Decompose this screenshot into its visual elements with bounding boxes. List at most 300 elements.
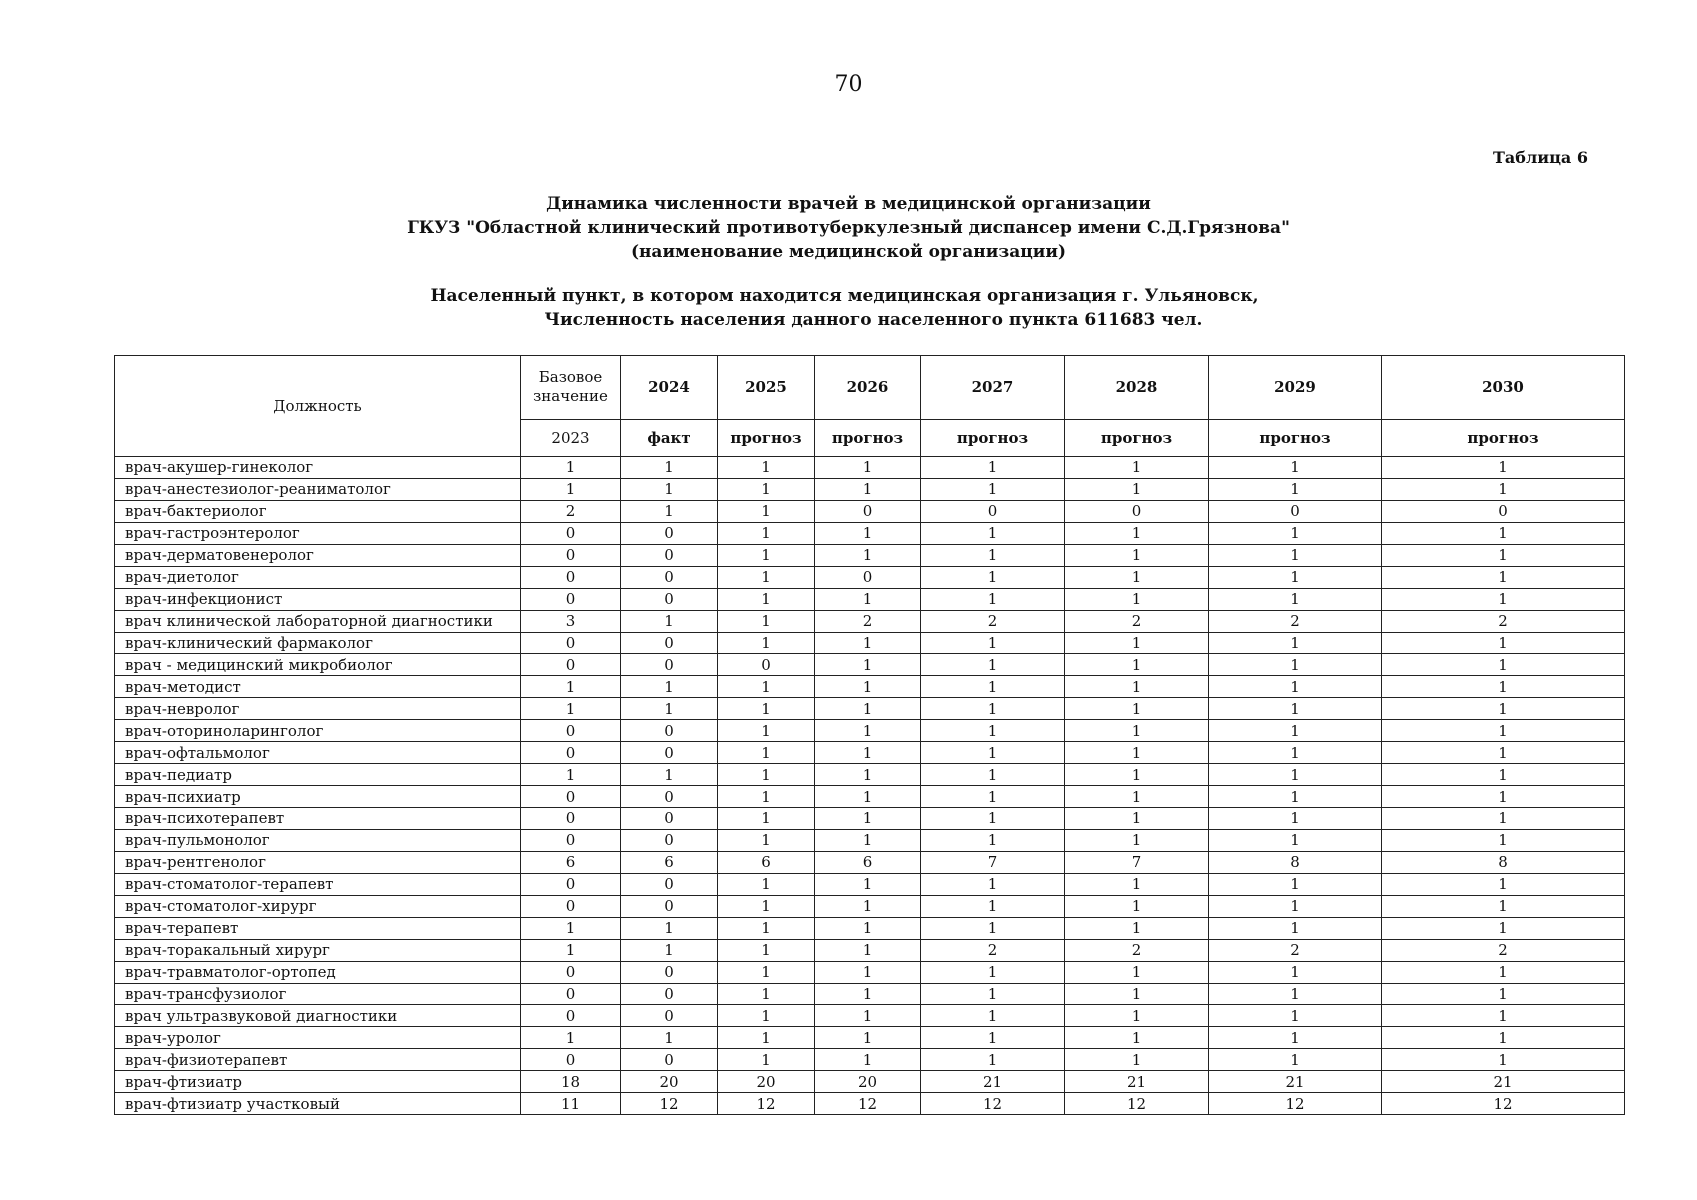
position-cell: врач-инфекционист <box>115 588 521 610</box>
position-cell: врач-терапевт <box>115 917 521 939</box>
value-cell: 2 <box>921 610 1065 632</box>
value-cell: 1 <box>1065 1005 1209 1027</box>
value-cell: 12 <box>621 1093 718 1115</box>
position-cell: врач-методист <box>115 676 521 698</box>
value-cell: 1 <box>815 917 921 939</box>
value-cell: 1 <box>1209 742 1382 764</box>
value-cell: 0 <box>521 1005 621 1027</box>
value-cell: 0 <box>621 588 718 610</box>
value-cell: 7 <box>1065 851 1209 873</box>
position-cell: врач клинической лабораторной диагностики <box>115 610 521 632</box>
value-cell: 1 <box>921 544 1065 566</box>
value-cell: 2 <box>521 500 621 522</box>
table-row <box>115 522 1625 544</box>
value-cell: 1 <box>815 698 921 720</box>
value-cell: 1 <box>921 478 1065 500</box>
value-cell: 0 <box>815 500 921 522</box>
value-cell: 0 <box>621 808 718 830</box>
value-cell: 1 <box>1209 764 1382 786</box>
header-sub-2024: факт <box>621 419 718 456</box>
position-cell: врач ультразвуковой диагностики <box>115 1005 521 1027</box>
value-cell: 12 <box>815 1093 921 1115</box>
value-cell: 1 <box>521 764 621 786</box>
value-cell: 0 <box>621 566 718 588</box>
value-cell: 1 <box>1382 544 1625 566</box>
value-cell: 1 <box>621 764 718 786</box>
value-cell: 0 <box>621 983 718 1005</box>
value-cell: 1 <box>718 873 815 895</box>
table-row <box>115 764 1625 786</box>
header-position: Должность <box>115 356 521 457</box>
value-cell: 2 <box>1382 939 1625 961</box>
table-row <box>115 829 1625 851</box>
value-cell: 1 <box>815 808 921 830</box>
table-row <box>115 500 1625 522</box>
value-cell: 1 <box>921 720 1065 742</box>
title-line-3: (наименование медицинской организации) <box>630 242 1067 262</box>
value-cell: 1 <box>815 961 921 983</box>
value-cell: 6 <box>815 851 921 873</box>
value-cell: 1 <box>1065 698 1209 720</box>
value-cell: 1 <box>718 522 815 544</box>
value-cell: 1 <box>718 610 815 632</box>
value-cell: 1 <box>1382 698 1625 720</box>
value-cell: 1 <box>1065 522 1209 544</box>
value-cell: 0 <box>1065 500 1209 522</box>
value-cell: 1 <box>718 808 815 830</box>
value-cell: 1 <box>1209 720 1382 742</box>
value-cell: 1 <box>1065 544 1209 566</box>
position-cell: врач-акушер-гинеколог <box>115 457 521 479</box>
value-cell: 12 <box>1209 1093 1382 1115</box>
value-cell: 1 <box>815 588 921 610</box>
value-cell: 1 <box>1382 895 1625 917</box>
position-cell: врач-трансфузиолог <box>115 983 521 1005</box>
position-cell: врач-фтизиатр <box>115 1071 521 1093</box>
value-cell: 1 <box>921 698 1065 720</box>
value-cell: 21 <box>1065 1071 1209 1093</box>
value-cell: 1 <box>718 829 815 851</box>
value-cell: 0 <box>521 873 621 895</box>
value-cell: 0 <box>521 786 621 808</box>
value-cell: 1 <box>1382 588 1625 610</box>
table-row <box>115 478 1625 500</box>
staff-table <box>114 355 1625 1115</box>
value-cell: 0 <box>521 961 621 983</box>
value-cell: 21 <box>1382 1071 1625 1093</box>
position-cell: врач-офтальмолог <box>115 742 521 764</box>
value-cell: 1 <box>1209 654 1382 676</box>
position-cell: врач-психотерапевт <box>115 808 521 830</box>
value-cell: 1 <box>718 632 815 654</box>
value-cell: 1 <box>921 676 1065 698</box>
value-cell: 2 <box>921 939 1065 961</box>
value-cell: 0 <box>718 654 815 676</box>
value-cell: 1 <box>1382 1005 1625 1027</box>
locality-line-1: Населенный пункт, в котором находится медицинская организация г. Ульяновск, <box>430 286 1259 306</box>
value-cell: 1 <box>1209 895 1382 917</box>
value-cell: 1 <box>1382 457 1625 479</box>
value-cell: 21 <box>1209 1071 1382 1093</box>
value-cell: 1 <box>718 457 815 479</box>
header-year-2026: 2026 <box>815 356 921 420</box>
position-cell: врач-физиотерапевт <box>115 1049 521 1071</box>
header-base-year: 2023 <box>521 419 621 456</box>
value-cell: 0 <box>621 654 718 676</box>
value-cell: 0 <box>521 742 621 764</box>
position-cell: врач-стоматолог-хирург <box>115 895 521 917</box>
value-cell: 1 <box>1382 873 1625 895</box>
value-cell: 1 <box>1382 917 1625 939</box>
title-line-1: Динамика численности врачей в медицинской организации <box>546 194 1151 214</box>
value-cell: 1 <box>521 457 621 479</box>
value-cell: 0 <box>621 961 718 983</box>
value-cell: 1 <box>718 764 815 786</box>
value-cell: 0 <box>815 566 921 588</box>
value-cell: 1 <box>1065 1049 1209 1071</box>
value-cell: 1 <box>921 764 1065 786</box>
value-cell: 0 <box>521 588 621 610</box>
value-cell: 1 <box>1209 1049 1382 1071</box>
value-cell: 1 <box>718 983 815 1005</box>
value-cell: 21 <box>921 1071 1065 1093</box>
value-cell: 1 <box>1382 786 1625 808</box>
value-cell: 1 <box>1382 764 1625 786</box>
value-cell: 1 <box>1065 873 1209 895</box>
value-cell: 0 <box>1209 500 1382 522</box>
value-cell: 1 <box>718 1027 815 1049</box>
value-cell: 1 <box>718 720 815 742</box>
value-cell: 1 <box>1209 457 1382 479</box>
position-cell: врач-торакальный хирург <box>115 939 521 961</box>
value-cell: 0 <box>621 895 718 917</box>
value-cell: 1 <box>1382 720 1625 742</box>
header-year-2030: 2030 <box>1382 356 1625 420</box>
position-cell: врач-травматолог-ортопед <box>115 961 521 983</box>
title-line-2: ГКУЗ "Областной клинический противотуберкулезный диспансер имени С.Д.Грязнова" <box>407 218 1290 238</box>
value-cell: 1 <box>815 1027 921 1049</box>
value-cell: 1 <box>1065 1027 1209 1049</box>
value-cell: 1 <box>921 1005 1065 1027</box>
value-cell: 1 <box>1209 786 1382 808</box>
value-cell: 1 <box>1209 478 1382 500</box>
value-cell: 1 <box>921 961 1065 983</box>
value-cell: 1 <box>1209 676 1382 698</box>
table-row <box>115 544 1625 566</box>
value-cell: 0 <box>621 1005 718 1027</box>
value-cell: 1 <box>1382 1049 1625 1071</box>
table-row <box>115 1049 1625 1071</box>
value-cell: 1 <box>1065 764 1209 786</box>
value-cell: 1 <box>718 676 815 698</box>
table-row <box>115 786 1625 808</box>
value-cell: 1 <box>921 873 1065 895</box>
position-cell: врач-клинический фармаколог <box>115 632 521 654</box>
value-cell: 1 <box>718 742 815 764</box>
table-body <box>115 457 1625 1115</box>
table-row <box>115 1071 1625 1093</box>
value-cell: 0 <box>521 632 621 654</box>
value-cell: 8 <box>1209 851 1382 873</box>
position-cell: врач-анестезиолог-реаниматолог <box>115 478 521 500</box>
value-cell: 12 <box>1065 1093 1209 1115</box>
value-cell: 0 <box>621 720 718 742</box>
value-cell: 1 <box>718 895 815 917</box>
value-cell: 11 <box>521 1093 621 1115</box>
value-cell: 1 <box>815 544 921 566</box>
value-cell: 1 <box>1209 1027 1382 1049</box>
value-cell: 1 <box>1065 895 1209 917</box>
value-cell: 1 <box>1382 654 1625 676</box>
value-cell: 1 <box>1065 720 1209 742</box>
value-cell: 1 <box>815 983 921 1005</box>
value-cell: 1 <box>718 961 815 983</box>
value-cell: 1 <box>718 478 815 500</box>
value-cell: 1 <box>921 654 1065 676</box>
value-cell: 1 <box>921 917 1065 939</box>
position-cell: врач-психиатр <box>115 786 521 808</box>
value-cell: 1 <box>1065 566 1209 588</box>
header-year-2027: 2027 <box>921 356 1065 420</box>
position-cell: врач-стоматолог-терапевт <box>115 873 521 895</box>
value-cell: 1 <box>1209 961 1382 983</box>
value-cell: 1 <box>1065 478 1209 500</box>
value-cell: 1 <box>815 457 921 479</box>
table-row <box>115 939 1625 961</box>
header-year-2024: 2024 <box>621 356 718 420</box>
header-year-2029: 2029 <box>1209 356 1382 420</box>
value-cell: 7 <box>921 851 1065 873</box>
value-cell: 1 <box>1065 632 1209 654</box>
table-row <box>115 983 1625 1005</box>
position-cell: врач-дерматовенеролог <box>115 544 521 566</box>
value-cell: 1 <box>921 1049 1065 1071</box>
value-cell: 1 <box>921 895 1065 917</box>
position-cell: врач-бактериолог <box>115 500 521 522</box>
table-row <box>115 654 1625 676</box>
value-cell: 1 <box>921 786 1065 808</box>
value-cell: 0 <box>521 808 621 830</box>
value-cell: 6 <box>718 851 815 873</box>
table-row <box>115 917 1625 939</box>
value-cell: 20 <box>718 1071 815 1093</box>
value-cell: 1 <box>1382 478 1625 500</box>
value-cell: 1 <box>921 632 1065 654</box>
value-cell: 1 <box>921 522 1065 544</box>
value-cell: 1 <box>521 676 621 698</box>
value-cell: 0 <box>521 544 621 566</box>
value-cell: 1 <box>521 1027 621 1049</box>
table-row <box>115 632 1625 654</box>
value-cell: 1 <box>1065 786 1209 808</box>
value-cell: 1 <box>1382 566 1625 588</box>
value-cell: 2 <box>1382 610 1625 632</box>
position-cell: врач - медицинский микробиолог <box>115 654 521 676</box>
value-cell: 0 <box>621 873 718 895</box>
value-cell: 1 <box>921 588 1065 610</box>
value-cell: 1 <box>815 1049 921 1071</box>
value-cell: 1 <box>1382 522 1625 544</box>
position-cell: врач-диетолог <box>115 566 521 588</box>
value-cell: 1 <box>815 764 921 786</box>
value-cell: 8 <box>1382 851 1625 873</box>
table-row <box>115 720 1625 742</box>
table-row <box>115 698 1625 720</box>
value-cell: 20 <box>621 1071 718 1093</box>
value-cell: 1 <box>815 1005 921 1027</box>
value-cell: 2 <box>815 610 921 632</box>
value-cell: 2 <box>1209 610 1382 632</box>
value-cell: 1 <box>815 720 921 742</box>
value-cell: 1 <box>1382 961 1625 983</box>
table-row <box>115 895 1625 917</box>
value-cell: 1 <box>815 478 921 500</box>
value-cell: 1 <box>1382 632 1625 654</box>
table-row <box>115 808 1625 830</box>
value-cell: 0 <box>1382 500 1625 522</box>
value-cell: 1 <box>1065 654 1209 676</box>
value-cell: 1 <box>815 895 921 917</box>
value-cell: 1 <box>921 566 1065 588</box>
position-cell: врач-педиатр <box>115 764 521 786</box>
value-cell: 1 <box>1382 742 1625 764</box>
value-cell: 1 <box>621 610 718 632</box>
value-cell: 1 <box>1209 873 1382 895</box>
value-cell: 6 <box>621 851 718 873</box>
position-cell: врач-гастроэнтеролог <box>115 522 521 544</box>
value-cell: 1 <box>718 1005 815 1027</box>
value-cell: 1 <box>1382 676 1625 698</box>
table-row <box>115 588 1625 610</box>
value-cell: 0 <box>521 1049 621 1071</box>
value-cell: 1 <box>815 786 921 808</box>
value-cell: 0 <box>521 895 621 917</box>
value-cell: 1 <box>521 939 621 961</box>
value-cell: 1 <box>621 676 718 698</box>
value-cell: 1 <box>621 500 718 522</box>
table-row <box>115 742 1625 764</box>
value-cell: 3 <box>521 610 621 632</box>
position-cell: врач-фтизиатр участковый <box>115 1093 521 1115</box>
header-base-value: Базовое значение <box>521 356 621 420</box>
value-cell: 0 <box>921 500 1065 522</box>
table-row <box>115 566 1625 588</box>
value-cell: 1 <box>921 983 1065 1005</box>
value-cell: 1 <box>921 457 1065 479</box>
value-cell: 1 <box>1382 1027 1625 1049</box>
value-cell: 18 <box>521 1071 621 1093</box>
value-cell: 0 <box>521 983 621 1005</box>
position-cell: врач-невролог <box>115 698 521 720</box>
value-cell: 1 <box>1065 829 1209 851</box>
value-cell: 6 <box>521 851 621 873</box>
value-cell: 1 <box>1382 829 1625 851</box>
value-cell: 1 <box>921 829 1065 851</box>
value-cell: 1 <box>1209 698 1382 720</box>
value-cell: 1 <box>718 917 815 939</box>
position-cell: врач-пульмонолог <box>115 829 521 851</box>
value-cell: 1 <box>621 478 718 500</box>
value-cell: 0 <box>621 829 718 851</box>
table-title <box>0 192 1697 264</box>
value-cell: 1 <box>1209 829 1382 851</box>
value-cell: 1 <box>718 588 815 610</box>
header-year-2025: 2025 <box>718 356 815 420</box>
value-cell: 1 <box>1065 457 1209 479</box>
value-cell: 1 <box>718 786 815 808</box>
value-cell: 0 <box>621 786 718 808</box>
value-cell: 1 <box>718 566 815 588</box>
position-cell: врач-уролог <box>115 1027 521 1049</box>
value-cell: 1 <box>521 698 621 720</box>
value-cell: 12 <box>718 1093 815 1115</box>
value-cell: 0 <box>621 1049 718 1071</box>
value-cell: 1 <box>1065 808 1209 830</box>
value-cell: 0 <box>521 566 621 588</box>
value-cell: 1 <box>1065 917 1209 939</box>
position-cell: врач-рентгенолог <box>115 851 521 873</box>
value-cell: 1 <box>718 500 815 522</box>
value-cell: 1 <box>921 808 1065 830</box>
value-cell: 1 <box>718 1049 815 1071</box>
table-row <box>115 961 1625 983</box>
value-cell: 1 <box>521 917 621 939</box>
value-cell: 1 <box>1065 983 1209 1005</box>
value-cell: 1 <box>921 1027 1065 1049</box>
value-cell: 1 <box>1209 632 1382 654</box>
value-cell: 0 <box>621 632 718 654</box>
value-cell: 0 <box>621 544 718 566</box>
value-cell: 2 <box>1065 939 1209 961</box>
value-cell: 1 <box>921 742 1065 764</box>
value-cell: 1 <box>815 742 921 764</box>
value-cell: 1 <box>1382 983 1625 1005</box>
value-cell: 1 <box>1065 676 1209 698</box>
value-cell: 1 <box>521 478 621 500</box>
table-row <box>115 457 1625 479</box>
value-cell: 1 <box>1065 742 1209 764</box>
header-sub-2029: прогноз <box>1209 419 1382 456</box>
value-cell: 0 <box>521 829 621 851</box>
value-cell: 1 <box>718 544 815 566</box>
value-cell: 1 <box>1382 808 1625 830</box>
value-cell: 1 <box>1209 917 1382 939</box>
table-row <box>115 676 1625 698</box>
value-cell: 12 <box>1382 1093 1625 1115</box>
value-cell: 1 <box>815 676 921 698</box>
value-cell: 1 <box>621 698 718 720</box>
header-sub-2030: прогноз <box>1382 419 1625 456</box>
page-number: 70 <box>834 72 863 97</box>
table-row <box>115 851 1625 873</box>
value-cell: 12 <box>921 1093 1065 1115</box>
value-cell: 1 <box>815 522 921 544</box>
value-cell: 0 <box>521 522 621 544</box>
value-cell: 1 <box>815 654 921 676</box>
header-sub-2025: прогноз <box>718 419 815 456</box>
value-cell: 2 <box>1065 610 1209 632</box>
value-cell: 1 <box>1209 522 1382 544</box>
value-cell: 1 <box>1209 983 1382 1005</box>
position-cell: врач-оториноларинголог <box>115 720 521 742</box>
value-cell: 0 <box>621 522 718 544</box>
value-cell: 1 <box>718 939 815 961</box>
table-row <box>115 1005 1625 1027</box>
value-cell: 1 <box>1209 1005 1382 1027</box>
value-cell: 1 <box>621 939 718 961</box>
header-sub-2028: прогноз <box>1065 419 1209 456</box>
value-cell: 2 <box>1209 939 1382 961</box>
